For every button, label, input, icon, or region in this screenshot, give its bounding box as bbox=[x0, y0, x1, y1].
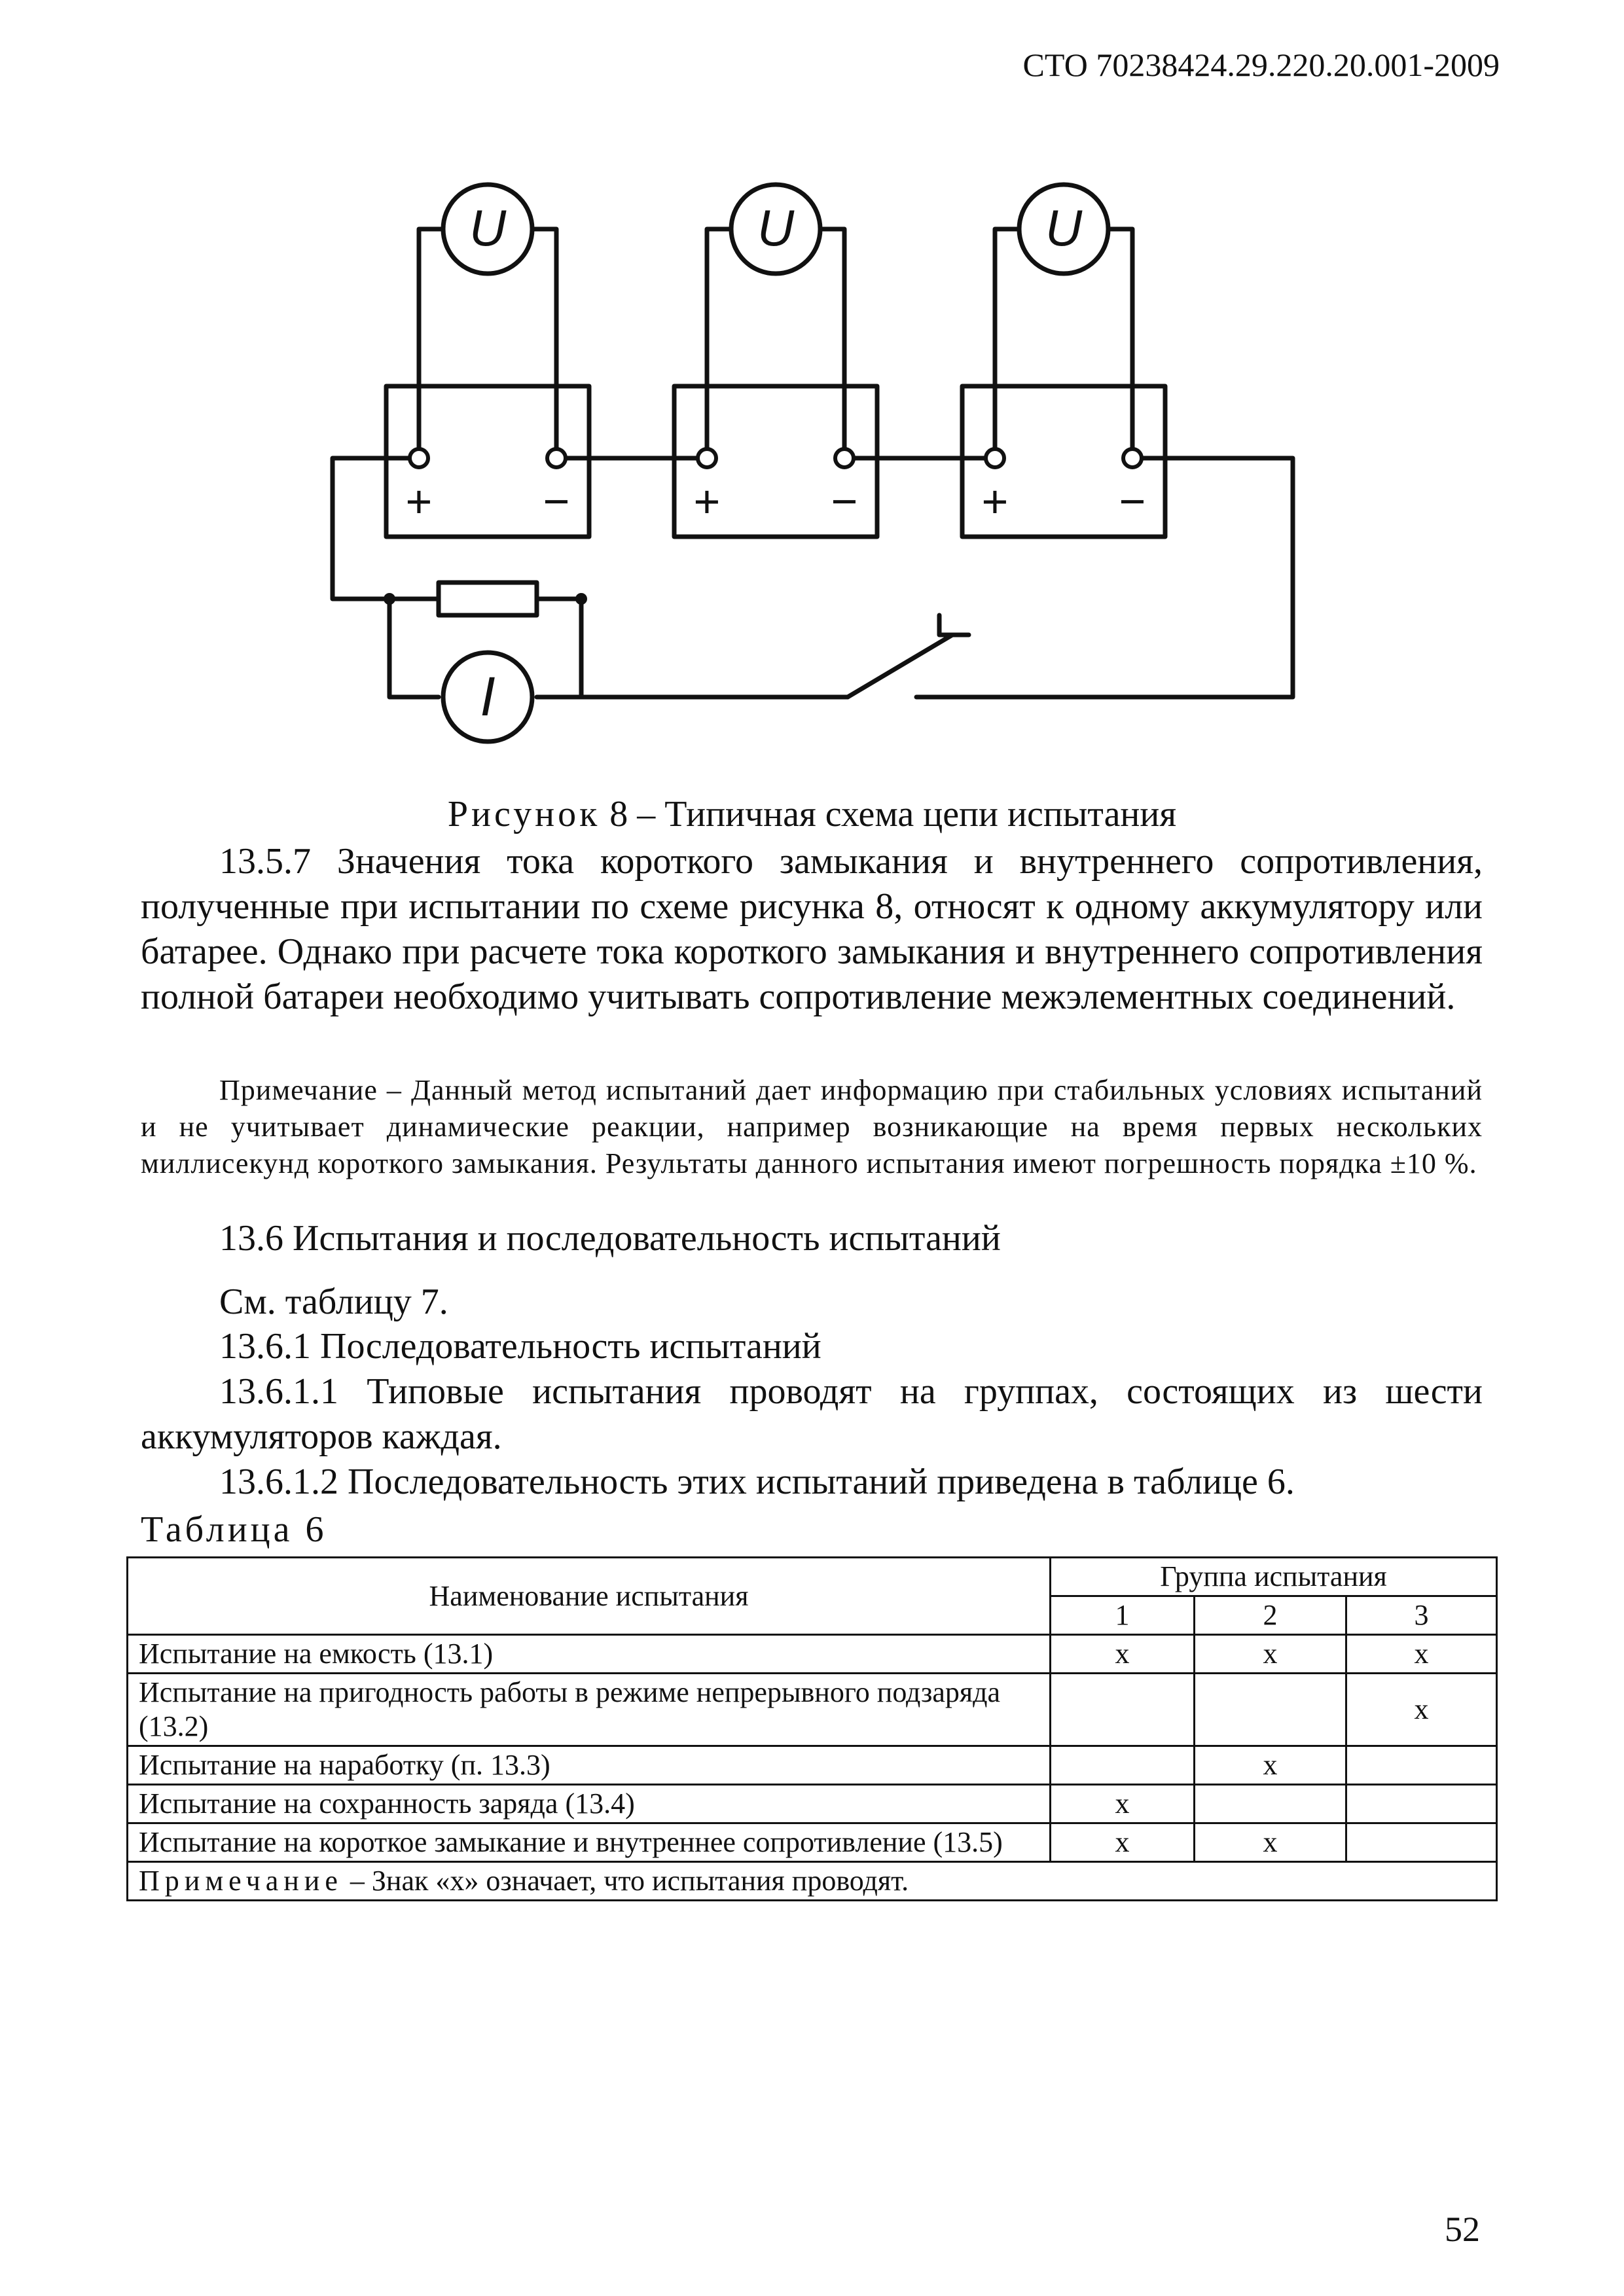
row-g2 bbox=[1195, 1674, 1346, 1746]
figure-caption bbox=[0, 793, 1624, 835]
table-header-row bbox=[128, 1558, 1497, 1596]
table-6 bbox=[126, 1556, 1498, 1901]
page-number: 52 bbox=[1445, 2210, 1480, 2249]
document-code: СТО 70238424.29.220.20.001-2009 bbox=[1022, 46, 1500, 83]
ammeter-symbol: I bbox=[480, 666, 496, 727]
table-note-text: – Знак «х» означает, что испытания проводят. bbox=[342, 1865, 909, 1897]
voltmeter-2-leads bbox=[707, 229, 844, 458]
header-test-group: Группа испытания bbox=[1051, 1558, 1497, 1596]
row-name: Испытание на сохранность заряда (13.4) bbox=[128, 1785, 1051, 1823]
paragraph-13-6-1-1: 13.6.1.1 Типовые испытания проводят на группах, состоящих из шести аккумуляторов каждая. bbox=[141, 1371, 1483, 1457]
row-g3 bbox=[1346, 1746, 1497, 1785]
row-g1 bbox=[1051, 1674, 1195, 1746]
row-g2: х bbox=[1195, 1635, 1346, 1674]
group-col-2: 2 bbox=[1195, 1596, 1346, 1635]
row-name: Испытание на короткое замыкание и внутреннее сопротивление (13.5) bbox=[128, 1823, 1051, 1862]
table-row bbox=[128, 1635, 1497, 1674]
circuit-right bbox=[916, 458, 1293, 697]
test-circuit-diagram bbox=[314, 164, 1309, 753]
switch bbox=[848, 615, 969, 697]
row-g1: х bbox=[1051, 1785, 1195, 1823]
row-g2: х bbox=[1195, 1746, 1346, 1785]
figure-caption-text: 8 – Типичная схема цепи испытания bbox=[609, 794, 1177, 834]
voltmeter-2-symbol: U bbox=[757, 199, 795, 257]
battery-2-plus: + bbox=[693, 476, 721, 527]
see-table-7: См. таблицу 7. bbox=[219, 1282, 448, 1322]
row-g1 bbox=[1051, 1746, 1195, 1785]
table-row bbox=[128, 1823, 1497, 1862]
row-name: Испытание на наработку (п. 13.3) bbox=[128, 1746, 1051, 1785]
paragraph-13-6-1-2: 13.6.1.2 Последовательность этих испытаний приведена в таблице 6. bbox=[219, 1462, 1295, 1502]
header-test-name: Наименование испытания bbox=[128, 1558, 1051, 1635]
row-g3: х bbox=[1346, 1674, 1497, 1746]
paragraph-13-5-7: 13.5.7 Значения тока короткого замыкания и внутреннего сопротивления, полученные при испытании по схеме рисунка 8, относят к одному аккумулятору или батарее. Однако при расчете тока короткого замыкания и внутреннего сопротивления полной батареи необходимо учитывать сопротивление межэлементных соединений. bbox=[141, 841, 1483, 1017]
table-caption: Таблица 6 bbox=[141, 1509, 327, 1550]
battery-1-minus: − bbox=[543, 476, 570, 527]
row-g3: х bbox=[1346, 1635, 1497, 1674]
table-note-label: Примечание bbox=[139, 1865, 343, 1897]
note-13-5-7: Примечание – Данный метод испытаний дает информацию при стабильных условиях испытаний и не учитывает динамические реакции, например возникающие на время первых нескольких миллисекунд короткого замыкания. Результаты данного испытания имеют погрешность порядка ±10 %. bbox=[141, 1074, 1483, 1179]
voltmeter-1-leads bbox=[419, 229, 556, 458]
row-g3 bbox=[1346, 1785, 1497, 1823]
voltmeter-3-symbol: U bbox=[1045, 199, 1083, 257]
table-row bbox=[128, 1785, 1497, 1823]
row-name: Испытание на пригодность работы в режиме непрерывного подзаряда (13.2) bbox=[128, 1674, 1051, 1746]
battery-3-plus: + bbox=[981, 476, 1009, 527]
row-g1: х bbox=[1051, 1823, 1195, 1862]
voltmeter-3-leads bbox=[995, 229, 1132, 458]
figure-caption-prefix: Рисунок bbox=[447, 794, 601, 834]
battery-2-minus: − bbox=[831, 476, 858, 527]
heading-13-6: 13.6 Испытания и последовательность испытаний bbox=[219, 1218, 1001, 1259]
table-row bbox=[128, 1746, 1497, 1785]
row-name: Испытание на емкость (13.1) bbox=[128, 1635, 1051, 1674]
voltmeter-1-symbol: U bbox=[469, 199, 507, 257]
battery-1-plus: + bbox=[405, 476, 433, 527]
table-note-row bbox=[128, 1862, 1497, 1901]
row-g2 bbox=[1195, 1785, 1346, 1823]
table-note bbox=[128, 1862, 1497, 1901]
row-g1: х bbox=[1051, 1635, 1195, 1674]
shunt-resistor bbox=[439, 583, 537, 615]
heading-13-6-1: 13.6.1 Последовательность испытаний bbox=[219, 1326, 821, 1367]
row-g3 bbox=[1346, 1823, 1497, 1862]
group-col-1: 1 bbox=[1051, 1596, 1195, 1635]
table-row bbox=[128, 1674, 1497, 1746]
circuit-bottom bbox=[581, 599, 848, 697]
group-col-3: 3 bbox=[1346, 1596, 1497, 1635]
row-g2: х bbox=[1195, 1823, 1346, 1862]
battery-3-minus: − bbox=[1119, 476, 1146, 527]
